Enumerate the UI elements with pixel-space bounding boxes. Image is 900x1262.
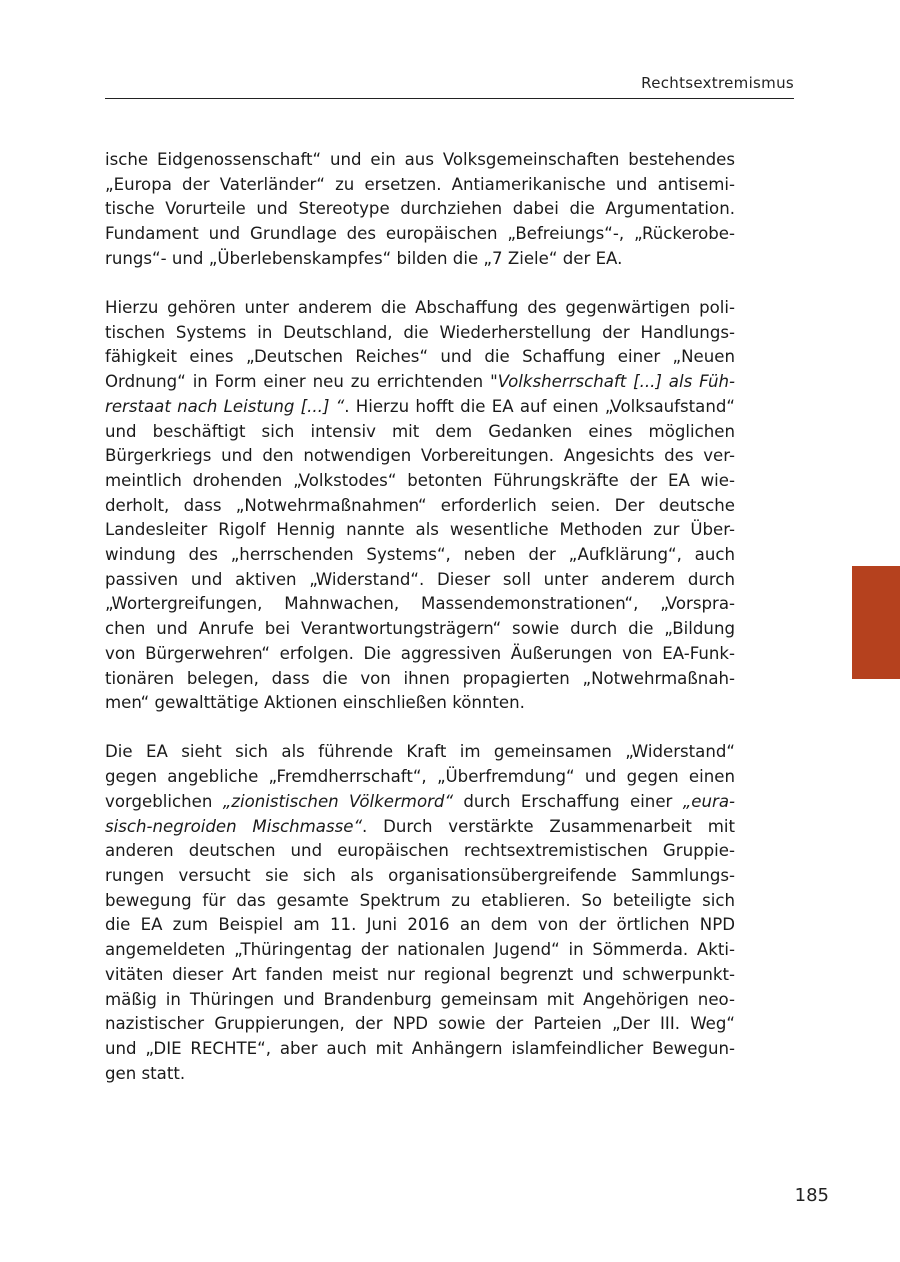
text-line: Hierzu gehören unter anderem die Abschaffung des gegenwärtigen poli-	[105, 298, 735, 318]
text-fragment: vorgeblichen	[105, 791, 223, 811]
paragraph-2	[105, 296, 735, 716]
text-line: Bürgerkriegs und den notwendigen Vorbereitungen. Angesichts des ver-	[105, 446, 735, 466]
text-line-mixed	[105, 395, 735, 420]
italic-quote: sisch-negroiden Mischmasse“	[105, 816, 363, 836]
paragraph-1	[105, 148, 735, 272]
text-line: Die EA sieht sich als führende Kraft im gemeinsamen „Widerstand“	[105, 742, 735, 762]
text-line: men“ gewalttätige Aktionen einschließen könnten.	[105, 693, 525, 713]
text-line: und „DIE RECHTE“, aber auch mit Anhängern islamfeindlicher Bewegun-	[105, 1038, 735, 1058]
text-line: die EA zum Beispiel am 11. Juni 2016 an dem von der örtlichen NPD	[105, 915, 735, 935]
text-line: mäßig in Thüringen und Brandenburg gemeinsam mit Angehörigen neo-	[105, 989, 735, 1009]
body-text	[105, 148, 735, 1111]
text-line: windung des „herrschenden Systems“, neben der „Aufklärung“, auch	[105, 545, 735, 565]
text-line: tischen Systems in Deutschland, die Wiederherstellung der Handlungs-	[105, 322, 735, 342]
text-line: tische Vorurteile und Stereotype durchziehen dabei die Argumentation.	[105, 199, 735, 219]
text-line: angemeldeten „Thüringentag der nationalen Jugend“ in Sömmerda. Akti-	[105, 940, 735, 960]
text-line-mixed	[105, 815, 735, 840]
text-line-mixed	[105, 790, 735, 815]
running-head-title: Rechtsextremismus	[641, 74, 794, 92]
text-line: chen und Anrufe bei Verantwortungsträgern“ sowie durch die „Bildung	[105, 619, 735, 639]
text-line: gen statt.	[105, 1063, 186, 1083]
text-fragment: durch Erschaffung einer	[453, 791, 683, 811]
text-fragment: . Hierzu hofft die EA auf einen „Volksaufstand“	[344, 396, 735, 416]
text-line: Fundament und Grundlage des europäischen „Befreiungs“-, „Rückerobe-	[105, 224, 735, 244]
text-line: rungen versucht sie sich als organisationsübergreifende Sammlungs-	[105, 865, 735, 885]
header-rule	[105, 98, 794, 99]
text-line: tionären belegen, dass die von ihnen propagierten „Notwehrmaßnah-	[105, 668, 735, 688]
page-number: 185	[794, 1185, 829, 1206]
text-line: und beschäftigt sich intensiv mit dem Gedanken eines möglichen	[105, 421, 735, 441]
text-line: rungs“- und „Überlebenskampfes“ bilden die „7 Ziele“ der EA.	[105, 248, 623, 268]
italic-quote: rerstaat nach Leistung [...] “	[105, 396, 345, 416]
text-line: gegen angebliche „Fremdherrschaft“, „Überfremdung“ und gegen einen	[105, 767, 735, 787]
italic-quote: "Volksherrschaft [...] als Füh-	[490, 372, 735, 392]
text-fragment: . Durch verstärkte Zusammenarbeit mit	[362, 816, 735, 836]
text-line: vitäten dieser Art fanden meist nur regional begrenzt und schwerpunkt-	[105, 964, 735, 984]
text-line-mixed	[105, 370, 735, 395]
text-line: bewegung für das gesamte Spektrum zu etablieren. So beteiligte sich	[105, 890, 735, 910]
text-line: anderen deutschen und europäischen rechtsextremistischen Gruppie-	[105, 841, 735, 861]
italic-quote: „zionistischen Völkermord“	[222, 791, 454, 811]
text-line: fähigkeit eines „Deutschen Reiches“ und die Schaffung einer „Neuen	[105, 347, 735, 367]
paragraph-3	[105, 740, 735, 1086]
text-line: meintlich drohenden „Volkstodes“ betonten Führungskräfte der EA wie-	[105, 470, 735, 490]
text-line: „Europa der Vaterländer“ zu ersetzen. Antiamerikanische und antisemi-	[105, 174, 735, 194]
text-line: passiven und aktiven „Widerstand“. Dieser soll unter anderem durch	[105, 569, 735, 589]
text-line: derholt, dass „Notwehrmaßnahmen“ erforderlich seien. Der deutsche	[105, 495, 735, 515]
text-line: von Bürgerwehren“ erfolgen. Die aggressiven Äußerungen von EA-Funk-	[105, 643, 735, 663]
italic-quote: „eura-	[682, 791, 735, 811]
text-line: nazistischer Gruppierungen, der NPD sowie der Parteien „Der III. Weg“	[105, 1014, 735, 1034]
chapter-thumb-tab	[852, 566, 900, 679]
text-fragment: Ordnung“ in Form einer neu zu errichtenden	[105, 372, 491, 392]
text-line: Landesleiter Rigolf Hennig nannte als wesentliche Methoden zur Über-	[105, 520, 735, 540]
text-line: ische Eidgenossenschaft“ und ein aus Volksgemeinschaften bestehendes	[105, 150, 735, 169]
text-line: „Wortergreifungen, Mahnwachen, Massendemonstrationen“, „Vorspra-	[105, 594, 735, 614]
